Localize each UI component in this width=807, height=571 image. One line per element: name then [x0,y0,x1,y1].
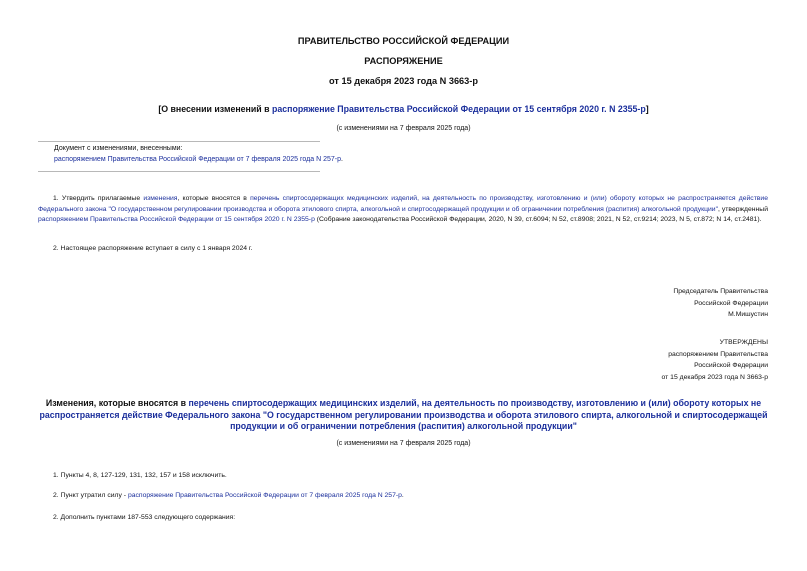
approved-block [662,337,768,383]
document-date-number: от 15 декабря 2023 года N 3663-р [329,76,478,86]
paragraph-1-link-changes[interactable]: изменения [143,195,178,202]
changes-box-entry [54,156,343,163]
approved-date-number: от 15 декабря 2023 года N 3663-р [661,373,768,381]
item-2-text: 2. Пункт утратил силу - [53,492,128,499]
government-heading: ПРАВИТЕЛЬСТВО РОССИЙСКОЙ ФЕДЕРАЦИИ [297,36,510,46]
changes-title-text: Изменения, которые вносятся в [45,398,189,408]
item-1: 1. Пункты 4, 8, 127-129, 131, 132, 157 и 158 исключить. [53,472,227,479]
paragraph-1-text-3: , утвержденный [718,205,768,213]
approved-heading: УТВЕРЖДЕНЫ [719,339,768,346]
item-2-link[interactable]: распоряжение Правительства Российской Федерации от 7 февраля 2025 года N 257-р [127,492,402,499]
changes-title [38,398,769,433]
changes-box-tail: . [340,156,343,163]
signature-country: Российской Федерации [694,299,768,307]
document-type-heading: РАСПОРЯЖЕНИЕ [364,56,443,66]
item-3: 2. Дополнить пунктами 187-553 следующего содержания: [53,514,236,521]
amended-note: (с изменениями на 7 февраля 2025 года) [336,125,471,132]
paragraph-1-link-list[interactable]: перечень спиртосодержащих медицинских изделий, на деятельность по производству, изготовлению и (или) обороту которых не распространяется действие Федерального закона "О государственном регулировании производства и оборота этилового спирта, алкогольной и спиртосодержащей продукции и об ограничении потребления (распития) алкогольной продукции" [38,195,768,213]
signature-name: М.Мишустин [728,311,768,318]
signature-position: Председатель Правительства [673,288,768,295]
item-2-tail: . [401,492,404,499]
changes-box-bottom-divider [38,171,320,172]
document-title [0,104,807,114]
paragraph-1-text-2: , которые вносятся в [177,195,251,202]
signature-block [673,286,768,321]
approved-country: Российской Федерации [694,362,768,369]
changes-title-link[interactable]: перечень спиртосодержащих медицинских изделий, на деятельность по производству, изготовлению и (или) обороту которых не распространяется действие Федерального закона "О государственном регулировании производства и оборота этилового спирта, алкогольной и спиртосодержащей продукции и об ограничении потребления (распития) алкогольной продукции" [39,398,768,431]
changes-box-link[interactable]: распоряжением Правительства Российской Федерации от 7 февраля 2025 года N 257-р [54,156,341,163]
paragraph-1 [38,194,768,226]
paragraph-1-link-order[interactable]: распоряжением Правительства Российской Федерации от 15 сентября 2020 г. N 2355-р [38,216,315,223]
title-open-text: [О внесении изменений в [158,104,272,114]
paragraph-2: 2. Настоящее распоряжение вступает в силу с 1 января 2024 г. [53,245,253,252]
paragraph-1-text-1: 1. Утвердить прилагаемые [53,195,144,202]
changes-box-top-divider [38,141,320,142]
title-link[interactable]: распоряжение Правительства Российской Федерации от 15 сентября 2020 г. N 2355-р [271,104,646,114]
paragraph-1-text-4: (Собрание законодательства Российской Федерации, 2020, N 39, ст.6094; N 52, ст.8908; 2021, N 52, ст.9214; 2023, N 5, ст.872; N 14, ст.2481). [314,216,762,223]
title-close-text: ] [645,104,649,114]
item-2 [53,491,404,502]
changes-amended-note: (с изменениями на 7 февраля 2025 года) [336,440,471,447]
changes-box-label: Документ с изменениями, внесенными: [54,145,183,152]
approved-by: распоряжением Правительства [668,350,768,358]
